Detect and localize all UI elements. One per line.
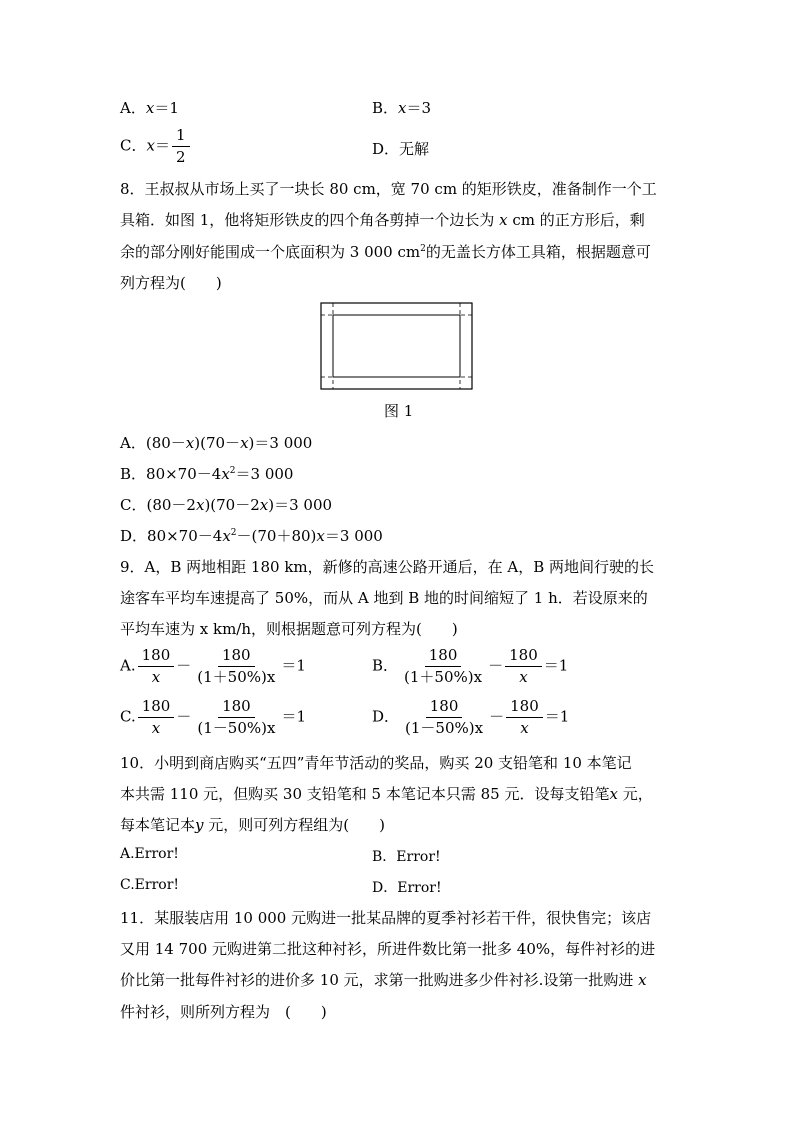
q10-line-1: 10．小明到商店购买“五四”青年节活动的奖品，购买 20 支铅笔和 10 本笔记 xyxy=(120,754,632,772)
fraction: $\frac{180}{x}$ xyxy=(505,648,542,685)
fraction: $\frac{180}{x}$ xyxy=(138,648,175,685)
q8-line-3: 余的部分刚好能围成一个底面积为 3 000 $cm^2$的无盖长方体工具箱，根据题意可 xyxy=(120,243,651,261)
q8-option-b: B．$80\times 70-4x^2=3$ 000 xyxy=(120,465,294,483)
q9-option-b: B． $\frac{180}{(1+50\%)x}$ － $\frac{180}{x}$ ＝1 xyxy=(372,646,569,686)
q7-option-c: C．x＝ $\frac{1}{2}$ xyxy=(120,128,192,165)
fraction: $\frac{180}{x}$ xyxy=(506,699,543,736)
fraction: $\frac{180}{(1+50\%)x}$ xyxy=(197,646,276,686)
q9-option-a: A. $\frac{180}{x}$ － $\frac{180}{(1+50\%)x}$ ＝1 xyxy=(120,646,306,686)
q10-option-a: A.Error! xyxy=(120,846,179,862)
q9-option-d: D． $\frac{180}{(1-50\%)x}$ － $\frac{180}{x}$ ＝1 xyxy=(372,697,570,737)
figure-1-rectangle-diagram xyxy=(318,300,476,392)
q9-line-1: 9．A，B 两地相距 180 km，新修的高速公路开通后，在 A，B 两地间行驶的长 xyxy=(120,558,655,576)
q11-line-4: 件衬衫，则所列方程为 ( ) xyxy=(120,1003,327,1021)
fraction: $\frac{180}{(1-50\%)x}$ xyxy=(405,697,484,737)
q8-line-4: 列方程为( ) xyxy=(120,274,222,292)
q8-option-d: D．$80\times 70-4x^2-(70+80)x=3$ 000 xyxy=(120,527,383,545)
q8-option-a: A．(80－x)(70－x)＝3 000 xyxy=(120,434,313,452)
q9-option-c: C. $\frac{180}{x}$ － $\frac{180}{(1-50\%)x}$ ＝1 xyxy=(120,697,306,737)
q10-line-2: 本共需 110 元，但购买 30 支铅笔和 5 本笔记本只需 85 元．设每支铅笔x 元， xyxy=(120,785,653,803)
q9-line-2: 途客车平均车速提高了 50%，而从 A 地到 B 地的时间缩短了 1 h．若设原来的 xyxy=(120,589,648,607)
q8-line-1: 8．王叔叔从市场上买了一块长 80 cm，宽 70 cm 的矩形铁皮，准备制作一个工 xyxy=(120,180,657,198)
q7-option-d: D．无解 xyxy=(372,140,430,158)
q7-option-b: B．x＝3 xyxy=(372,99,432,117)
q10-line-3: 每本笔记本y 元，则可列方程组为( ) xyxy=(120,816,385,834)
q11-line-2: 又用 14 700 元购进第二批这种衬衫，所进件数比第一批多 40%，每件衬衫的进 xyxy=(120,940,656,958)
q11-line-1: 11．某服装店用 10 000 元购进一批某品牌的夏季衬衫若干件，很快售完；该店 xyxy=(120,909,652,927)
q10-option-c: C.Error! xyxy=(120,877,180,893)
q10-option-b: B．Error! xyxy=(372,849,441,865)
fraction: $\frac{180}{(1+50\%)x}$ xyxy=(404,646,483,686)
fraction: $\frac{180}{x}$ xyxy=(138,699,175,736)
q11-line-3: 价比第一批每件衬衫的进价多 10 元，求第一批购进多少件衬衫.设第一批购进 x xyxy=(120,971,647,989)
fraction: $\frac{1}{2}$ xyxy=(172,128,190,165)
q9-line-3: 平均车速为 x km/h，则根据题意可列方程为( ) xyxy=(120,620,458,638)
q7-option-a: A．x＝1 xyxy=(120,99,179,117)
q8-line-2: 具箱．如图 1，他将矩形铁皮的四个角各剪掉一个边长为 x cm 的正方形后，剩 xyxy=(120,211,645,229)
q8-option-c: C．(80－2x)(70－2x)＝3 000 xyxy=(120,496,333,514)
figure-caption: 图 1 xyxy=(384,402,414,420)
q10-option-d: D．Error! xyxy=(372,880,442,896)
fraction: $\frac{180}{(1-50\%)x}$ xyxy=(197,697,276,737)
